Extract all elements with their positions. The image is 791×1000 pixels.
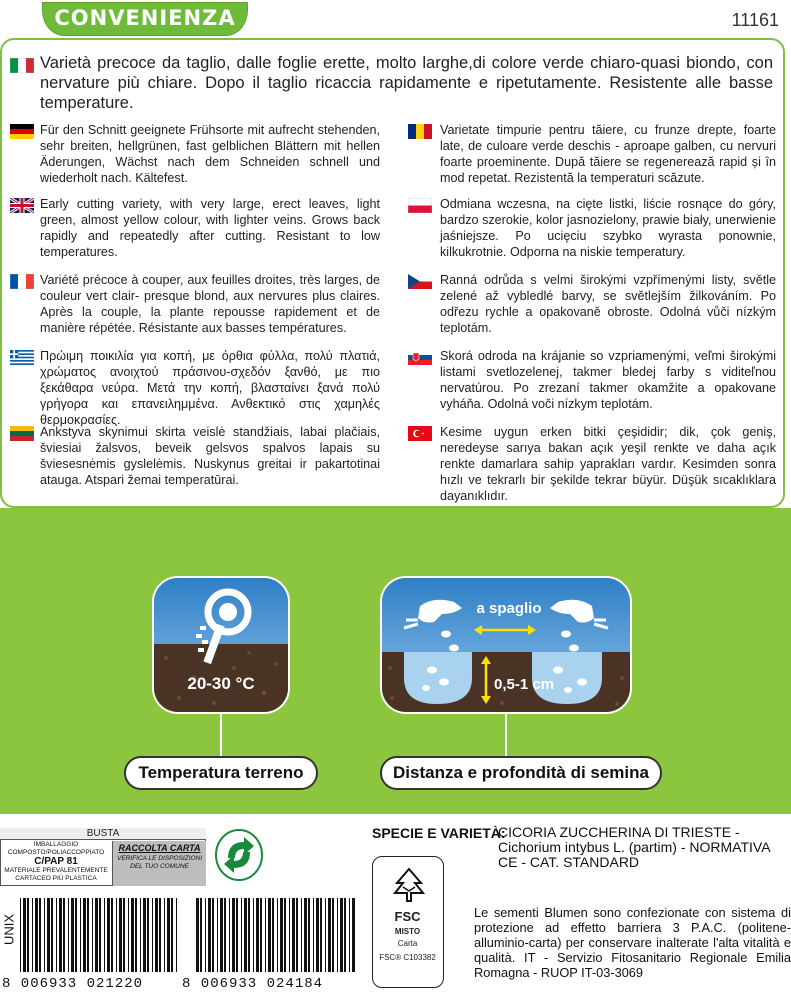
flag-romania-icon (408, 124, 432, 139)
barcode-bar (205, 898, 206, 972)
sowing-panel (380, 576, 632, 714)
barcode-bar (176, 898, 177, 972)
barcode-bar (349, 898, 350, 972)
barcode-bar (104, 898, 105, 972)
barcode-bar (217, 898, 218, 972)
description-sk: Skorá odroda na krájanie so vzpriamenými, veľmi širokými listami svetlozelenej, takmer bledej farby s viditeľnou nervatúrou. Po zrezaní takmer okamžite a opakovane vyháňa. Odolná voči nízkym teplotám. (440, 349, 776, 411)
barcode-bar (159, 898, 161, 972)
flag-turkey-icon (408, 426, 432, 441)
description-lt: Ankstyva skynimui skirta veislė standžiais, labai plačiais, šviesiai žalsvos, beveik gelsvos spalvos lapais su šviesesnėmis gyslelėmis. Nuskynus greitai ir pakartotinai atauga. Atspari žemai temperatūrai. (40, 425, 380, 487)
barcode-bar (111, 898, 113, 972)
temperature-panel (152, 576, 290, 714)
imballaggio-text: IMBALLAGGIO (33, 841, 79, 848)
barcode-bar (32, 898, 33, 972)
barcode-bar (260, 898, 262, 972)
barcode-bar (268, 898, 271, 972)
barcode-bar (284, 898, 286, 972)
fsc-tree-icon (389, 865, 429, 905)
barcode-bar (140, 898, 141, 972)
barcode-bar (253, 898, 254, 972)
flag-poland-icon (408, 198, 432, 213)
species-label: SPECIE E VARIETÀ: (372, 825, 506, 841)
barcode-1-digits: 8 006933 021220 (2, 976, 144, 992)
barcode-bar (83, 898, 86, 972)
packaging-material (0, 841, 112, 886)
sowing-connector (505, 714, 507, 758)
barcode-bar (220, 898, 223, 972)
barcode-bar (308, 898, 310, 972)
barcode-bar (265, 898, 266, 972)
seed-protection-text: Le sementi Blumen sono confezionate con sistema di protezione ad effetto barriera 3 P.A.C. (politene-alluminio-carta) per conservare inalterate l'alta vitalità e qualità. IT - Servizio Fitosanitario Regionale Emilia Romagna - RUOP IT-03-3069 (474, 905, 791, 980)
flag-italy-icon (10, 58, 34, 73)
raccolta-text: RACCOLTA CARTA (118, 843, 201, 853)
barcode-bar (135, 898, 137, 972)
barcode-bar (304, 898, 307, 972)
fsc-logo (372, 856, 444, 988)
barcode-bar (212, 898, 214, 972)
description-it: Varietà precoce da taglio, dalle foglie erette, molto larghe,di colore verde chiaro-quasi biondo, con nervature più chiare. Dopo il taglio ricaccia rapidamente e ripetutamente. Resistente alle basse temperature. (40, 54, 773, 112)
description-fr: Variété précoce à couper, aux feuilles droites, très larges, de couleur vert clair- presque blond, aux nervures plus claires. Après la couple, la plante repousse rapidement et de manière répétée. Résistante aux basses températures. (40, 273, 380, 335)
barcode-bar (99, 898, 101, 972)
barcode-2-digits: 8 006933 024184 (182, 976, 324, 992)
barcode-bar (164, 898, 165, 972)
barcode-bar (332, 898, 334, 972)
barcode-bar (232, 898, 235, 972)
barcode-bar (80, 898, 81, 972)
description-cz: Ranná odrůda s velmi širokými vzpřímenými listy, světle zelené až vybledlé barvy, se světlejším žilkováním. Po odřezu rychle a opakovaně obroste. Odolná vůči nízkým teplotám. (440, 273, 776, 335)
barcode-bar (236, 898, 238, 972)
barcode-bar (200, 898, 202, 972)
packaging-code: C/PAP 81 (34, 856, 78, 867)
flag-czech-icon (408, 274, 432, 289)
barcode-bar (328, 898, 331, 972)
fsc-code: FSC® C103382 (379, 953, 436, 962)
barcode-2 (196, 898, 356, 972)
cartaceo-text: CARTACEO PIÙ PLASTICA (15, 874, 97, 882)
temperature-value: 20-30 °C (187, 674, 255, 693)
barcode-bar (44, 898, 45, 972)
description-tr: Kesime uygun erken bitki çeşididir; dik, çok geniş, neredeyse sarıya bakan açık yeşil renkte ve daha açık renkte damarlara sahip yaprakları vardır. Kesimden sonra hızlı ve tekrarlı bir şekilde tekrar büyür. Düşük sıcaklıklara dayanıklıdır. (440, 425, 776, 503)
barcode-bar (325, 898, 326, 972)
barcode-bar (39, 898, 41, 972)
barcode-bar (344, 898, 346, 972)
barcode-bar (256, 898, 259, 972)
description-el: Πρώιμη ποικιλία για κοπή, με όρθια φύλλα, πολύ πλατιά, χρώματος ανοιχτού πράσινου-σχεδόν ξανθό, με πιο ξεκάθαρα νεύρα. Μετά την κοπή, βλασταίνει ξανά πολύ γρήγορα και επανειλημμένα. Ανθεκτικό στις χαμηλές θερμοκρασίες. (40, 349, 380, 427)
barcode-bar (131, 898, 134, 972)
barcode-bar (272, 898, 274, 972)
barcode-bar (296, 898, 298, 972)
barcode-bar (316, 898, 319, 972)
barcode-bar (248, 898, 250, 972)
species-text: CICORIA ZUCCHERINA DI TRIESTE - Cichorium intybus L. (partim) - NORMATIVA CE - CAT. STANDARD (498, 824, 770, 870)
description-pl: Odmiana wczesna, na cięte listki, liście rosnące do góry, bardzo szerokie, kolor jasnozielony, prawie biały, unerwienie jaśniejsze. Po ucięciu szybko wyrasta ponownie, kilkukrotnie. Odporna na niskie temperatury. (440, 197, 776, 259)
barcode-bar (337, 898, 338, 972)
variety-title: CONVENIENZA (54, 6, 236, 30)
unix-label: UNIX (1, 913, 17, 946)
barcode-bar (167, 898, 170, 972)
composto-text: COMPOSTO/POLIACCOPPIATO (7, 848, 105, 856)
barcode-bar (107, 898, 110, 972)
barcode-bar (292, 898, 295, 972)
temperature-connector (220, 714, 222, 758)
verifica-text-2: DEL TUO COMUNE (130, 863, 189, 870)
barcode-bar (289, 898, 290, 972)
barcode-bar (320, 898, 322, 972)
description-de: Für den Schnitt geeignete Frühsorte mit aufrecht stehenden, sehr breiten, hellgrünen, fast gelblichen Blättern mit hellen Äderungen, Wächst nach dem Schneiden schnell und wiederholt nach. Kältefest. (40, 123, 380, 185)
temperature-label: Temperatura terreno (124, 756, 318, 790)
barcode-bar (59, 898, 62, 972)
barcode-bar (301, 898, 302, 972)
barcode-bar (208, 898, 211, 972)
barcode-bar (171, 898, 173, 972)
barcode-bar (47, 898, 50, 972)
barcode-bar (143, 898, 146, 972)
barcode-bar (229, 898, 230, 972)
barcode-bar (20, 898, 21, 972)
flag-france-icon (10, 274, 34, 289)
materiale-text: MATERIALE PREVALENTEMENTE (4, 867, 108, 874)
barcode-bar (128, 898, 129, 972)
flag-germany-icon (10, 124, 34, 139)
product-code: 11161 (731, 10, 779, 30)
barcode-bar (95, 898, 98, 972)
flag-lithuania-icon (10, 426, 34, 441)
barcode-bar (147, 898, 149, 972)
flag-uk-icon (10, 198, 34, 213)
sowing-method: a spaglio (476, 600, 542, 617)
barcode-bar (63, 898, 65, 972)
barcode-bar (27, 898, 29, 972)
barcode-bar (51, 898, 53, 972)
barcode-bar (68, 898, 69, 972)
sowing-depth: 0,5-1 cm (494, 676, 555, 693)
barcode-bar (116, 898, 117, 972)
barcode-1 (20, 898, 180, 972)
barcode-bar (155, 898, 158, 972)
fsc-label: FSC (394, 909, 421, 924)
barcode-bar (75, 898, 77, 972)
barcode-bar (92, 898, 93, 972)
flag-slovakia-icon (408, 350, 432, 365)
barcode-bar (152, 898, 153, 972)
barcode-bar (56, 898, 57, 972)
barcode-bar (340, 898, 343, 972)
description-en: Early cutting variety, with very large, erect leaves, light green, almost yellow colour, with lighter veins. Grows back rapidly and repeatedly after cutting. Resistant to low temperatures. (40, 197, 380, 259)
barcode-bar (119, 898, 122, 972)
barcode-bar (280, 898, 283, 972)
barcode-bar (71, 898, 74, 972)
sowing-label: Distanza e profondità di semina (380, 756, 662, 790)
barcode-bar (224, 898, 226, 972)
recycle-icon (214, 828, 264, 882)
barcode-bar (241, 898, 242, 972)
barcode-bar (277, 898, 278, 972)
barcode-bar (196, 898, 199, 972)
packaging-type: BUSTA (0, 828, 206, 840)
barcode-bar (123, 898, 125, 972)
barcode-bar (313, 898, 314, 972)
barcode-bar (23, 898, 26, 972)
verifica-text-1: VERIFICA LE DISPOSIZIONI (117, 855, 202, 862)
fsc-carta: Carta (397, 939, 418, 948)
barcode-bar (35, 898, 38, 972)
fsc-misto: MISTO (394, 927, 421, 936)
description-ro: Varietate timpurie pentru tăiere, cu frunze drepte, foarte late, de culoare verde deschis - aproape galben, cu nervuri foarte proeminente. După tăiere se regenerează rapid și în mod repetat. Rezistentă la temperaturi scăzute. (440, 123, 776, 185)
barcode-bar (87, 898, 89, 972)
flag-greece-icon (10, 350, 34, 365)
barcode-bar (244, 898, 247, 972)
barcode-bar (352, 898, 355, 972)
raccolta-box (112, 841, 206, 886)
